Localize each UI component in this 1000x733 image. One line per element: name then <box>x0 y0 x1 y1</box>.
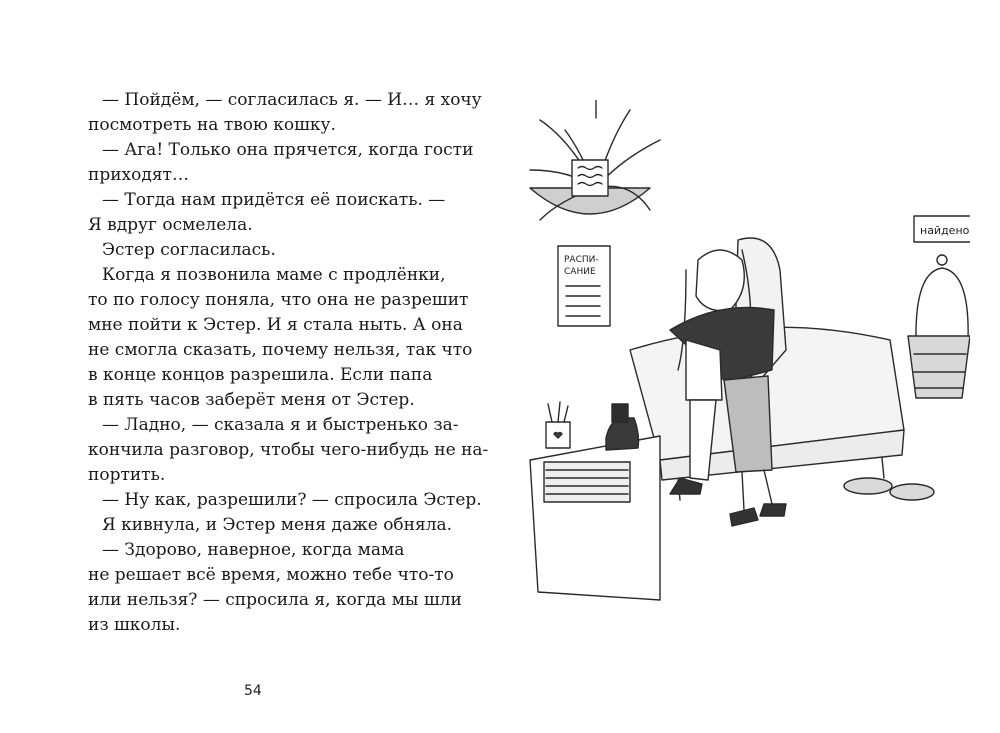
text-line: не смогла сказать, почему нельзя, так что <box>88 340 473 360</box>
text-line: — Ага! Только она прячется, когда гости <box>102 140 474 160</box>
pencil-mug-icon <box>546 402 570 448</box>
hugging-girls-illustration <box>670 238 786 526</box>
text-line: в пять часов заберёт меня от Эстер. <box>88 390 415 410</box>
text-line: — Тогда нам придётся её поискать. — <box>102 190 446 210</box>
text-line: — Здорово, наверное, когда мама <box>102 540 405 560</box>
text-line: посмотреть на твою кошку. <box>88 115 336 135</box>
text-line: Я кивнула, и Эстер меня даже обняла. <box>102 515 453 535</box>
svg-text:найдено: найдено <box>920 224 970 237</box>
text-line: — Пойдём, — согласилась я. — И… я хочу <box>102 90 482 110</box>
text-line: в конце концов разрешила. Если папа <box>88 365 433 385</box>
found-sign <box>914 216 970 242</box>
slippers-icon <box>844 478 934 500</box>
text-line: Когда я позвонила маме с продлёнки, <box>102 265 446 285</box>
text-column <box>88 88 489 638</box>
desk <box>530 436 660 600</box>
schedule-poster <box>558 246 610 326</box>
text-line: или нельзя? — спросила я, когда мы шли <box>88 590 462 610</box>
svg-text:РАСПИ-: РАСПИ- <box>564 255 599 265</box>
text-line: приходят… <box>88 165 189 185</box>
svg-text:САНИЕ: САНИЕ <box>564 267 596 277</box>
page-number: 54 <box>244 683 262 699</box>
hanging-plant-icon <box>530 100 660 220</box>
basket-icon <box>908 255 970 398</box>
text-line: портить. <box>88 465 166 485</box>
text-line: из школы. <box>88 615 181 635</box>
text-line: — Ладно, — сказала я и быстренько за- <box>102 415 459 435</box>
text-line: не решает всё время, можно тебе что-то <box>88 565 454 585</box>
telephone-icon <box>606 404 639 450</box>
text-line: мне пойти к Эстер. И я стала ныть. А она <box>88 315 463 335</box>
text-line: то по голосу поняла, что она не разрешит <box>88 290 469 310</box>
text-line: кончила разговор, чтобы чего-нибудь не на- <box>88 440 489 460</box>
text-line: Я вдруг осмелела. <box>88 215 253 235</box>
illustration <box>510 100 970 620</box>
text-line: Эстер согласилась. <box>102 240 276 260</box>
text-line: — Ну как, разрешили? — спросила Эстер. <box>102 490 482 510</box>
